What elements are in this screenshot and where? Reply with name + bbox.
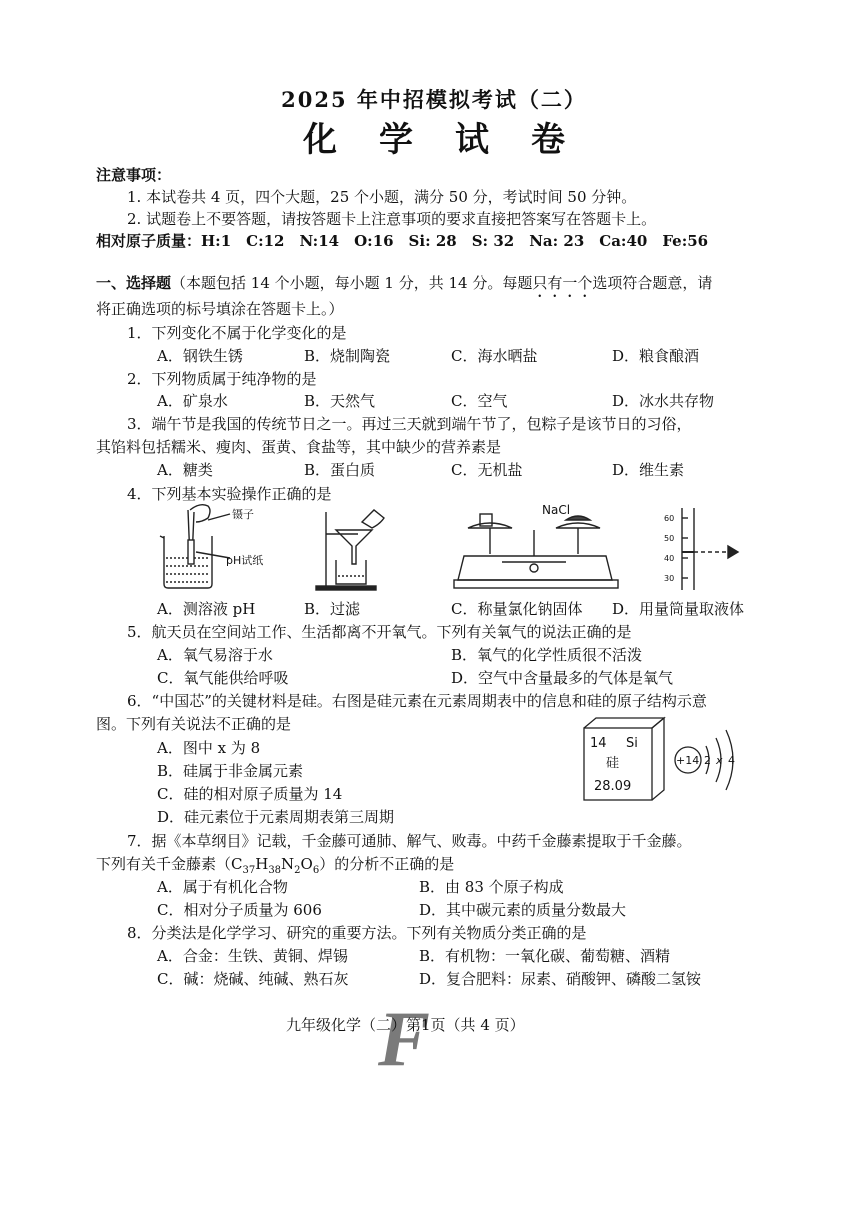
- q3-option-d: D．维生素: [612, 461, 685, 479]
- formula-sub-c: 37: [242, 865, 256, 876]
- formula-sub-o: 6: [312, 865, 320, 876]
- q6-option-c: C．硅的相对原子质量为 14: [157, 785, 343, 803]
- q5-stem: 5．航天员在空间站工作、生活都离不开氧气。下列有关氧气的说法正确的是: [127, 623, 632, 641]
- q4-option-b: B．过滤: [304, 600, 361, 618]
- q6-stem: 6．“中国芯”的关键材料是硅。右图是硅元素在元素周期表中的信息和硅的原子结构示意: [127, 692, 707, 710]
- atomic-mass-line: 相对原子质量：H:1 C:12 N:14 O:16 Si: 28 S: 32 Na: 23 Ca:40 Fe:56: [96, 232, 709, 250]
- q4-figures: [150, 500, 750, 596]
- cylinder-tick-40: 40: [664, 554, 675, 563]
- exam-title: 2025 年中招模拟考试（二）: [281, 87, 587, 112]
- q4-option-a: A．测溶液 pH: [157, 600, 256, 618]
- q1-option-a: A．钢铁生锈: [157, 347, 243, 365]
- q1-option-d: D．粮食酿酒: [612, 347, 700, 365]
- q2-option-d: D．冰水共存物: [612, 392, 715, 410]
- q4-option-c: C．称量氯化钠固体: [451, 600, 583, 618]
- q7-option-c: C．相对分子质量为 606: [157, 901, 322, 919]
- q2-option-b: B．天然气: [304, 392, 376, 410]
- notes-heading: 注意事项：: [96, 166, 172, 184]
- formula-sub-h: 38: [268, 865, 282, 876]
- q5-option-c: C．氧气能供给呼吸: [157, 669, 289, 687]
- q7-stem: 7．据《本草纲目》记载，千金藤可通肺、解气、败毒。中药千金藤素提取于千金藤。: [127, 832, 692, 850]
- q8-option-d: D．复合肥料：尿素、硝酸钾、磷酸二氢铵: [419, 970, 702, 988]
- q6-option-a: A．图中 x 为 8: [157, 739, 261, 757]
- q3-option-c: C．无机盐: [451, 461, 523, 479]
- section1-intro-a: （本题包括 14 个小题，每小题 1 分，共 14 分。每题: [171, 274, 533, 292]
- q6-option-b: B．硅属于非金属元素: [157, 762, 304, 780]
- notes-item-2: 2. 试题卷上不要答题，请按答题卡上注意事项的要求直接把答案写在答题卡上。: [127, 210, 657, 228]
- q7-stem-2a: 下列有关千金藤素（C: [96, 855, 243, 873]
- section1-heading: 一、选择题: [96, 274, 172, 292]
- element-mass: 28.09: [594, 779, 632, 794]
- cylinder-tick-60: 60: [664, 514, 675, 523]
- q6-option-d: D．硅元素位于元素周期表第三周期: [157, 808, 395, 826]
- q8-stem: 8．分类法是化学学习、研究的重要方法。下列有关物质分类正确的是: [127, 924, 587, 942]
- tweezers-label: 镊子: [232, 508, 254, 521]
- watermark-letter: F: [378, 995, 431, 1082]
- cylinder-tick-50: 50: [664, 534, 675, 543]
- page-footer: 九年级化学（二）第1页（共 4 页）: [286, 1016, 525, 1034]
- cylinder-tick-30: 30: [664, 574, 675, 583]
- silicon-figure: [578, 714, 748, 806]
- notes-item-1: 1. 本试卷共 4 页，四个大题，25 个小题，满分 50 分，考试时间 50 分钟。: [127, 188, 637, 206]
- q7-stem-line2: [96, 853, 454, 876]
- q2-stem: 2．下列物质属于纯净物的是: [127, 370, 317, 388]
- element-symbol: Si: [626, 736, 638, 751]
- filtration-figure: [316, 510, 384, 590]
- q2-option-a: A．矿泉水: [157, 392, 228, 410]
- q3-stem-line2: 其馅料包括糯米、瘦肉、蛋黄、食盐等，其中缺少的营养素是: [96, 438, 502, 456]
- balance-figure: [454, 514, 618, 588]
- nucleus-charge: +14: [676, 754, 700, 767]
- q5-option-b: B．氧气的化学性质很不活泼: [451, 646, 643, 664]
- q7-option-b: B．由 83 个原子构成: [419, 878, 564, 896]
- q8-option-c: C．碱：烧碱、纯碱、熟石灰: [157, 970, 349, 988]
- ph-test-figure: [160, 505, 230, 588]
- q1-option-b: B．烧制陶瓷: [304, 347, 391, 365]
- shell-2: x: [716, 754, 723, 767]
- q6-stem-line2: 图。下列有关说法不正确的是: [96, 715, 292, 733]
- q1-stem: 1．下列变化不属于化学变化的是: [127, 324, 347, 342]
- q8-option-b: B．有机物：一氧化碳、葡萄糖、酒精: [419, 947, 671, 965]
- shell-1: 2: [704, 754, 711, 767]
- section1-intro: [96, 272, 712, 301]
- q4-option-d: D．用量筒量取液体: [612, 600, 745, 618]
- formula-sub-n: 2: [294, 865, 301, 876]
- nacl-label: NaCl: [542, 503, 571, 517]
- q7-stem-2b: ）的分析不正确的是: [319, 855, 455, 873]
- element-number: 14: [590, 736, 607, 751]
- formula-h: H: [255, 855, 269, 873]
- q5-option-a: A．氧气易溶于水: [157, 646, 273, 664]
- formula-o: O: [300, 855, 313, 873]
- formula-n: N: [281, 855, 295, 873]
- q3-option-b: B．蛋白质: [304, 461, 376, 479]
- q5-option-d: D．空气中含量最多的气体是氧气: [451, 669, 674, 687]
- q1-option-c: C．海水晒盐: [451, 347, 538, 365]
- q8-option-a: A．合金：生铁、黄铜、焊锡: [157, 947, 348, 965]
- cylinder-figure: [682, 508, 738, 590]
- q7-option-a: A．属于有机化合物: [157, 878, 288, 896]
- q3-stem: 3．端午节是我国的传统节日之一。再过三天就到端午节了，包粽子是该节日的习俗，: [127, 415, 692, 433]
- shell-3: 4: [728, 754, 735, 767]
- q7-option-d: D．其中碳元素的质量分数最大: [419, 901, 627, 919]
- section1-intro-b: 选项符合题意，请: [592, 274, 713, 292]
- q2-option-c: C．空气: [451, 392, 508, 410]
- subject-title: 化学试卷: [303, 120, 607, 160]
- section1-intro-line2: 将正确选项的标号填涂在答题卡上。）: [96, 300, 344, 318]
- section1-intro-emphasis: 只有一个: [532, 274, 593, 292]
- q3-option-a: A．糖类: [157, 461, 213, 479]
- ph-paper-label: pH试纸: [226, 554, 264, 567]
- q4-stem: 4．下列基本实验操作正确的是: [127, 485, 332, 503]
- element-name: 硅: [606, 756, 620, 771]
